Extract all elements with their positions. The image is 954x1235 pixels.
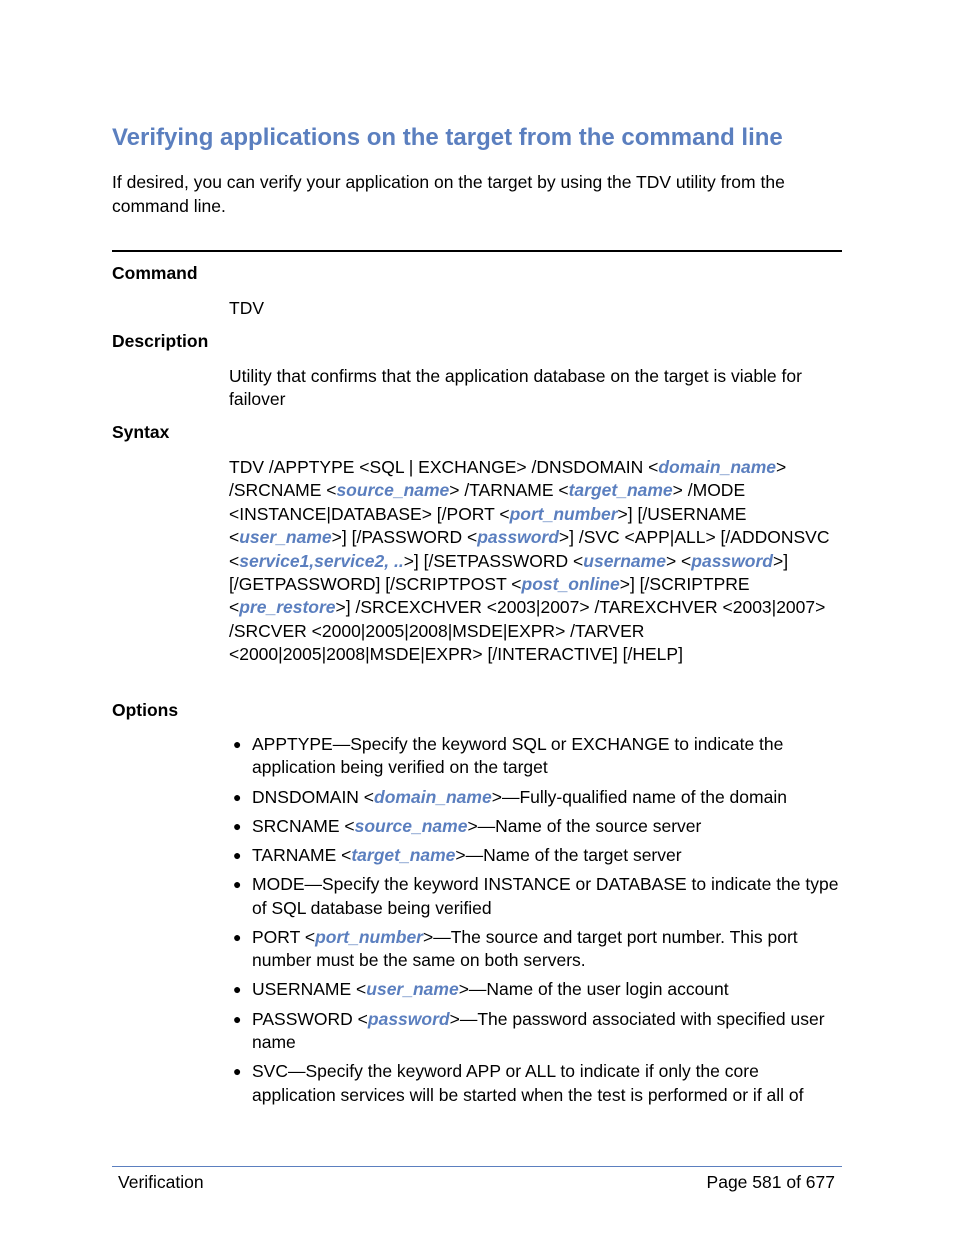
command-text: TDV [229, 298, 264, 318]
text-run: >—Fully-qualified name of the domain [491, 786, 787, 807]
option-item [229, 786, 843, 809]
text-run: USERNAME < [252, 979, 367, 1000]
text-run: >—Name of the user login account [458, 979, 729, 1000]
text-run: PORT < [252, 926, 316, 947]
text-run: > /TARNAME < [449, 480, 569, 501]
bullet-icon: ● [233, 847, 242, 864]
section-divider [112, 250, 842, 252]
text-run: SVC—Specify the keyword APP or ALL to indicate if only the core application services will be started when the test is performed or if all of [252, 1061, 804, 1105]
parameter-placeholder: username [583, 550, 666, 571]
parameter-placeholder: source_name [336, 480, 450, 501]
text-run: > /MODE <INSTANCE|DATABASE> [/PORT < [229, 480, 746, 524]
options-list [229, 733, 843, 1113]
parameter-placeholder: post_online [521, 574, 620, 595]
text-run: >—The source and target port number. This port number must be the same on both servers. [252, 926, 798, 971]
option-item [229, 978, 843, 1001]
bullet-icon: ● [233, 928, 242, 945]
text-run: TARNAME < [252, 845, 352, 866]
bullet-icon: ● [233, 1010, 242, 1027]
command-label: Command [112, 263, 198, 283]
text-run: > < [665, 550, 692, 571]
text-run: >] [/SCRIPTPRE < [229, 574, 750, 618]
parameter-placeholder: user_name [239, 527, 332, 548]
text-run: >—Name of the source server [467, 815, 702, 836]
text-run: TDV /APPTYPE <SQL | EXCHANGE> /DNSDOMAIN < [229, 457, 659, 477]
bullet-icon: ● [233, 788, 242, 805]
syntax-text [229, 456, 843, 667]
option-item [229, 844, 843, 867]
option-item [229, 873, 843, 920]
text-run: SRCNAME < [252, 815, 355, 836]
text-run: APPTYPE—Specify the keyword SQL or EXCHANGE to indicate the application being verified on the target [252, 734, 784, 778]
description-label: Description [112, 331, 209, 351]
text-run: >] [/USERNAME < [229, 503, 747, 548]
bullet-icon: ● [233, 981, 242, 998]
parameter-placeholder: target_name [568, 480, 673, 501]
text-run: >] [/GETPASSWORD] [/SCRIPTPOST < [229, 550, 789, 595]
parameter-placeholder: domain_name [374, 786, 492, 807]
options-label: Options [112, 700, 179, 720]
text-run: >—Name of the target server [455, 845, 682, 866]
parameter-placeholder: port_number [315, 926, 423, 947]
parameter-placeholder: source_name [354, 815, 468, 836]
option-item [229, 1008, 843, 1055]
text-run: > /SRCNAME < [229, 457, 787, 501]
text-run: PASSWORD < [252, 1008, 368, 1029]
page-title: Verifying applications on the target from the command line [112, 124, 783, 151]
parameter-placeholder: password [367, 1008, 450, 1029]
option-item [229, 733, 843, 780]
description-text: Utility that confirms that the application database on the target is viable for failover [229, 366, 802, 410]
text-run: DNSDOMAIN < [252, 786, 375, 807]
text-run: >] /SVC <APP|ALL> [/ADDONSVC < [229, 527, 830, 571]
footer-divider [112, 1166, 842, 1167]
option-item [229, 926, 843, 973]
text-run: >] /SRCEXCHVER <2003|2007> /TAREXCHVER <2003|2007> /SRCVER <2000|2005|2008|MSDE|EXPR> /TARVER <2000|2005|2008|MSDE|EXPR> [/INTERACTIVE] [/HELP] [229, 597, 826, 665]
footer-section-name: Verification [118, 1172, 204, 1192]
parameter-placeholder: password [477, 527, 559, 548]
text-run: >] [/PASSWORD < [331, 527, 478, 548]
bullet-icon: ● [233, 817, 242, 834]
parameter-placeholder: pre_restore [239, 597, 336, 618]
option-item [229, 1060, 843, 1107]
text-run: MODE—Specify the keyword INSTANCE or DATABASE to indicate the type of SQL database being verified [252, 874, 839, 918]
parameter-placeholder: port_number [509, 503, 618, 524]
text-run: >] [/SETPASSWORD < [403, 550, 584, 571]
parameter-placeholder: domain_name [658, 457, 777, 477]
parameter-placeholder: password [691, 550, 773, 571]
bullet-icon: ● [233, 1063, 242, 1080]
bullet-icon: ● [233, 736, 242, 752]
parameter-placeholder: service1,service2, .. [239, 550, 404, 571]
text-run: >—The password associated with specified user name [252, 1008, 825, 1053]
parameter-placeholder: target_name [351, 845, 456, 866]
syntax-label: Syntax [112, 422, 170, 442]
page-number: Page 581 of 677 [706, 1172, 835, 1192]
parameter-placeholder: user_name [366, 979, 459, 1000]
intro-paragraph: If desired, you can verify your application on the target by using the TDV utility from the command line. [112, 172, 785, 216]
bullet-icon: ● [233, 876, 242, 893]
option-item [229, 815, 843, 838]
